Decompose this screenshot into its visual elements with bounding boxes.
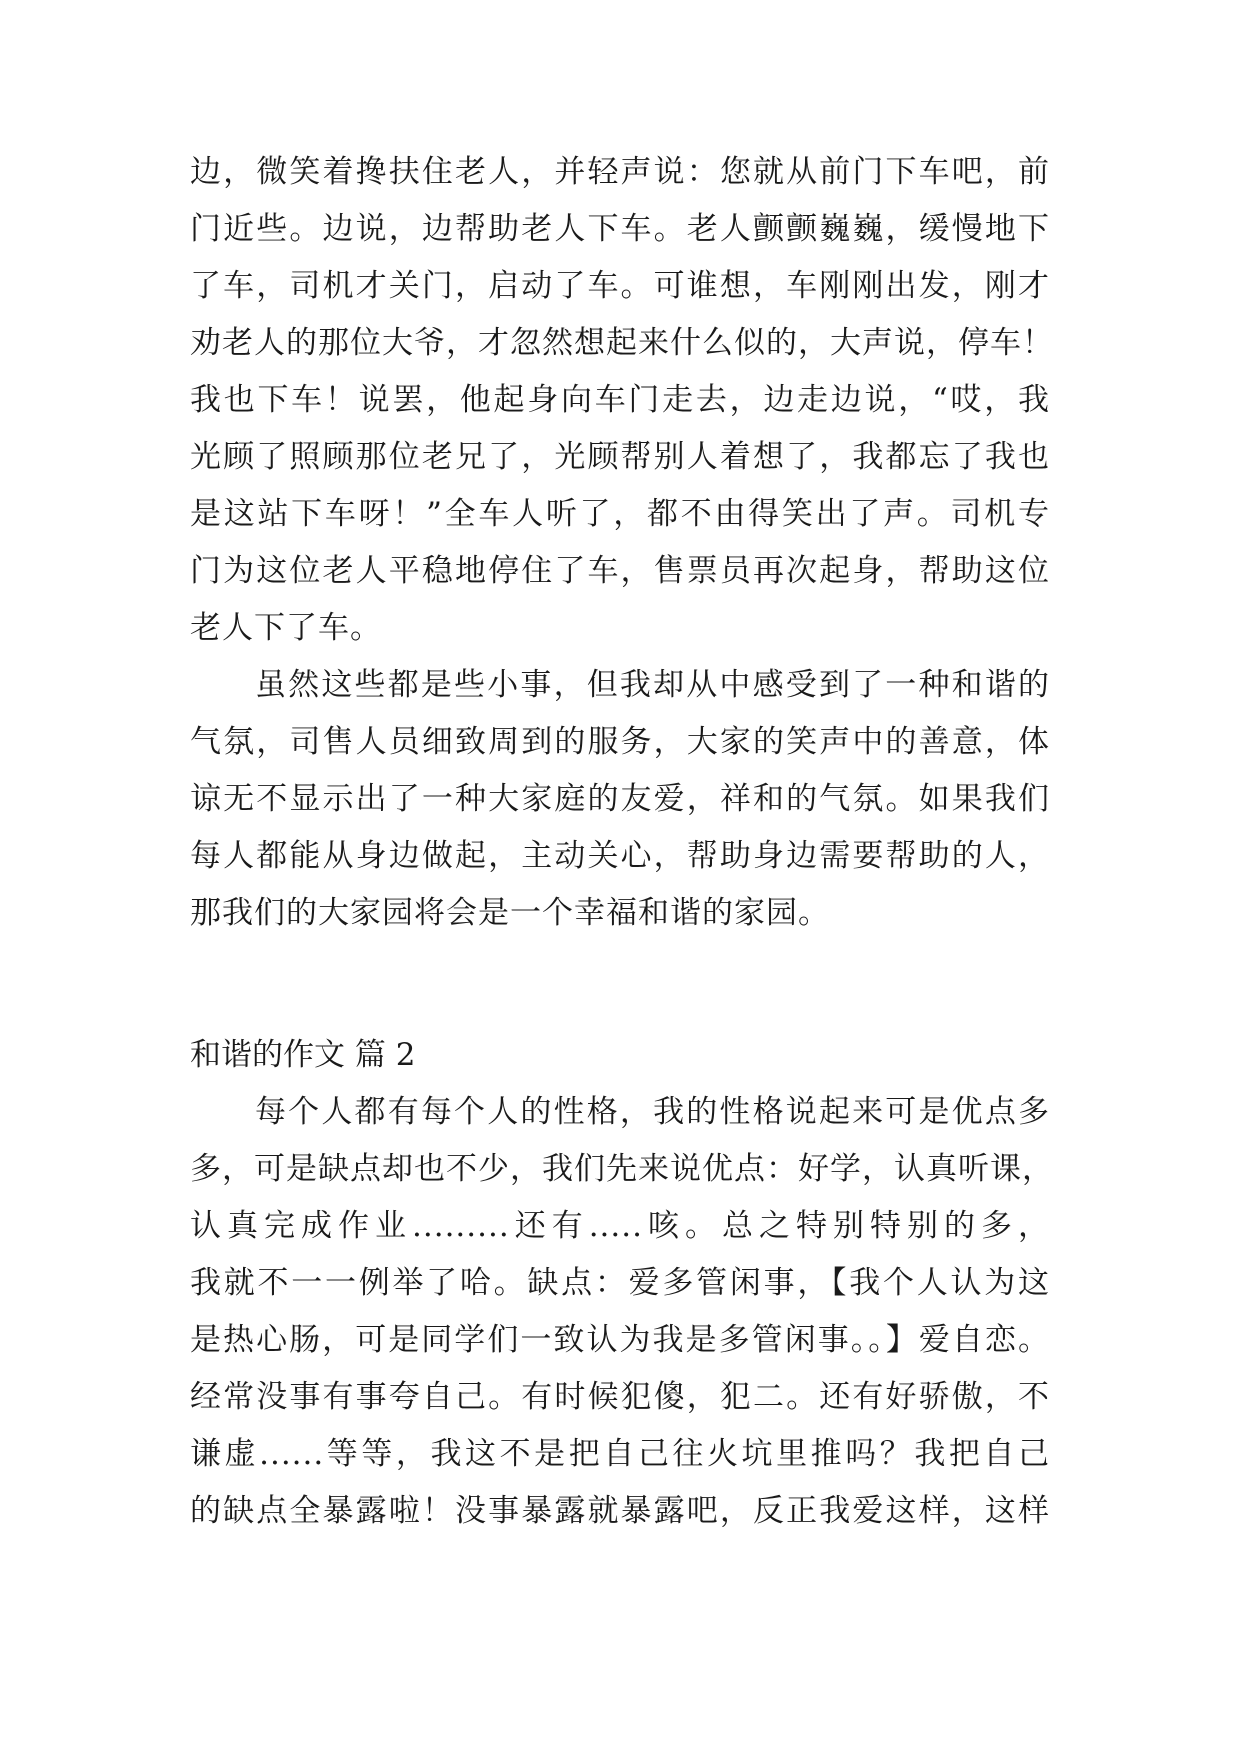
text-line: 门近些。边说，边帮助老人下车。老人颤颤巍巍，缓慢地下 [190, 211, 1050, 247]
text-line: 是热心肠，可是同学们一致认为我是多管闲事。。】爱自恋。 [190, 1322, 1050, 1358]
text-line: 多，可是缺点却也不少，我们先来说优点：好学，认真听课， [190, 1151, 1054, 1187]
text-line: 老人下了车。 [190, 610, 382, 646]
text-line: 谅无不显示出了一种大家庭的友爱，祥和的气氛。如果我们 [190, 781, 1050, 817]
text-line: 每人都能从身边做起，主动关心，帮助身边需要帮助的人， [190, 838, 1050, 874]
section-heading: 和谐的作文 篇 2 [190, 1037, 416, 1073]
text-line: 经常没事有事夸自己。有时候犯傻，犯二。还有好骄傲，不 [190, 1379, 1050, 1415]
text-line: 我就不一一例举了哈。缺点：爱多管闲事，【我个人认为这 [190, 1265, 1050, 1301]
text-line: 我也下车！说罢，他起身向车门走去，边走边说，“哎，我 [190, 382, 1050, 418]
text-line: 虽然这些都是些小事，但我却从中感受到了一种和谐的 [255, 667, 1050, 703]
text-line: 认真完成作业.........还有.....咳。总之特别特别的多， [190, 1208, 1050, 1244]
text-line: 光顾了照顾那位老兄了，光顾帮别人着想了，我都忘了我也 [190, 439, 1050, 475]
text-line: 门为这位老人平稳地停住了车，售票员再次起身，帮助这位 [190, 553, 1050, 589]
text-line: 气氛，司售人员细致周到的服务，大家的笑声中的善意，体 [190, 724, 1050, 760]
text-line: 那我们的大家园将会是一个幸福和谐的家园。 [190, 895, 830, 931]
text-line: 的缺点全暴露啦！没事暴露就暴露吧，反正我爱这样，这样 [190, 1493, 1050, 1529]
text-line: 边，微笑着搀扶住老人，并轻声说：您就从前门下车吧，前 [190, 154, 1050, 190]
text-line: 是这站下车呀！”全车人听了，都不由得笑出了声。司机专 [190, 496, 1050, 532]
text-line: 谦虚......等等，我这不是把自己往火坑里推吗？我把自己 [190, 1436, 1050, 1472]
text-line: 每个人都有每个人的性格，我的性格说起来可是优点多 [255, 1094, 1050, 1130]
text-line: 劝老人的那位大爷，才忽然想起来什么似的，大声说，停车！ [190, 325, 1054, 361]
text-line: 了车，司机才关门，启动了车。可谁想，车刚刚出发，刚才 [190, 268, 1050, 304]
